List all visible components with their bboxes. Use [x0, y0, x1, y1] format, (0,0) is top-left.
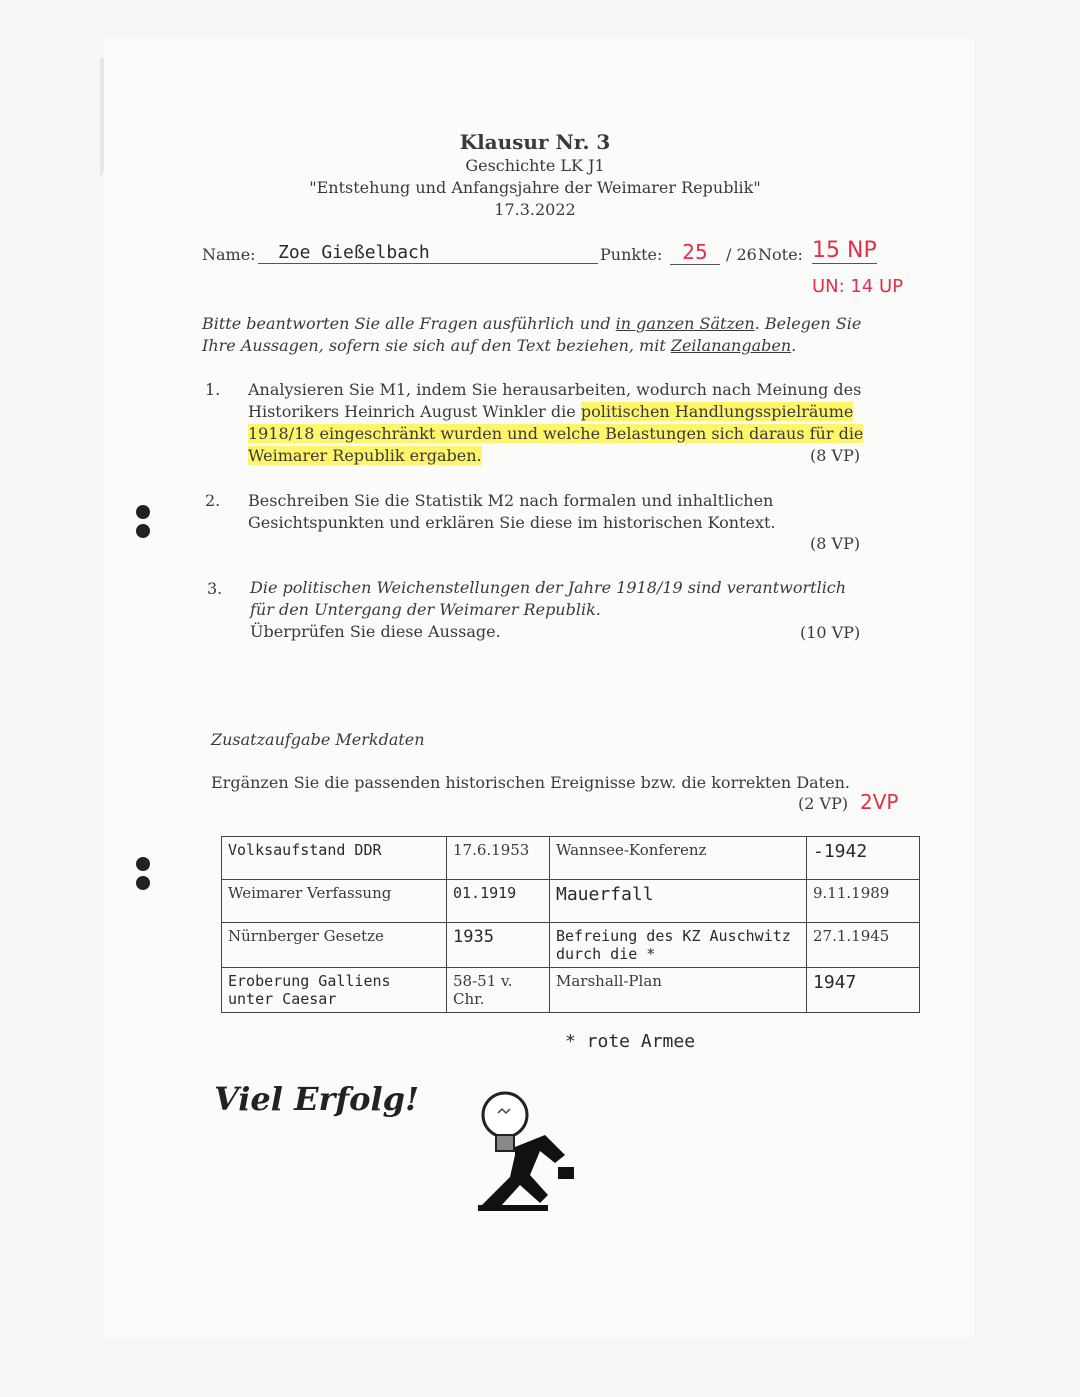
table-cell: Weimarer Verfassung: [222, 880, 447, 923]
task-line: Gesichtspunkten und erklären Sie diese im historischen Kontext.: [248, 513, 776, 532]
task-number: 2.: [205, 491, 221, 510]
grade-note: UN: 14 UP: [812, 276, 904, 297]
course-name: Geschichte LK J1: [465, 156, 605, 175]
extra-points: (2 VP): [798, 794, 849, 813]
grade-value: 15 NP: [812, 238, 877, 263]
table-cell: Wannsee-Konferenz: [550, 837, 807, 880]
task-line: Die politischen Weichenstellungen der Jahre 1918/19 sind verantwortlich: [250, 578, 847, 597]
table-cell: 01.1919: [447, 880, 550, 923]
table-row: [222, 880, 920, 923]
table-cell: Nürnberger Gesetze: [222, 923, 447, 968]
punch-hole: [136, 505, 150, 519]
extra-instruction: Ergänzen Sie die passenden historischen Ereignisse bzw. die korrekten Daten.: [211, 773, 850, 792]
punch-hole: [136, 876, 150, 890]
highlighted-text: politischen Handlungsspielräume: [580, 402, 854, 421]
highlighted-text: 1918/18 eingeschränkt wurden und welche Belastungen sich daraus für die: [248, 424, 864, 443]
table-cell: Mauerfall: [550, 880, 807, 923]
student-name: Zoe Gießelbach: [258, 242, 598, 264]
table-cell: 1935: [447, 923, 550, 968]
closing-message: Viel Erfolg!: [214, 1080, 420, 1118]
table-cell: Marshall-Plan: [550, 968, 807, 1013]
task-line: für den Untergang der Weimarer Republik.: [250, 600, 601, 619]
extra-heading: Zusatzaufgabe Merkdaten: [211, 730, 425, 749]
task-1-text: [248, 379, 868, 467]
table-cell: 1947: [807, 968, 920, 1013]
instructions-text: .: [791, 336, 797, 355]
table-cell: 9.11.1989: [807, 880, 920, 923]
exam-title: Klausur Nr. 3: [459, 130, 611, 154]
dates-table: [221, 836, 920, 1013]
table-cell: 27.1.1945: [807, 923, 920, 968]
points-value: 25: [670, 240, 720, 265]
instructions-text: . Belegen Sie: [754, 314, 862, 333]
task-line: Analysieren Sie M1, indem Sie herausarbeiten, wodurch nach Meinung des: [248, 380, 862, 399]
table-cell: Eroberung Galliens unter Caesar: [222, 968, 447, 1013]
punch-hole: [136, 857, 150, 871]
points-total: / 26: [726, 245, 757, 264]
footnote: * rote Armee: [565, 1031, 696, 1052]
highlighted-text: Weimarer Republik ergaben.: [248, 446, 482, 465]
table-row: [222, 968, 920, 1013]
points-label: Punkte:: [600, 245, 663, 264]
grade-label: Note:: [758, 245, 803, 264]
table-cell: 58-51 v. Chr.: [447, 968, 550, 1013]
task-line: Überprüfen Sie diese Aussage.: [250, 622, 501, 641]
instructions-text: Bitte beantworten Sie alle Fragen ausführlich und: [202, 314, 616, 333]
name-label: Name:: [202, 245, 256, 264]
table-row: [222, 837, 920, 880]
punch-hole: [136, 524, 150, 538]
task-text: Historikers Heinrich August Winkler die: [248, 402, 581, 421]
exam-date: 17.3.2022: [494, 200, 576, 219]
task-3-text: [250, 577, 870, 643]
task-points: (10 VP): [800, 623, 861, 642]
task-number: 1.: [205, 380, 221, 399]
table-cell: Volksaufstand DDR: [222, 837, 447, 880]
task-line: [248, 401, 868, 423]
task-points: (8 VP): [810, 446, 861, 465]
task-points: (8 VP): [810, 534, 861, 553]
table-row: [222, 923, 920, 968]
instructions-text: Ihre Aussagen, sofern sie sich auf den Text beziehen, mit: [202, 336, 671, 355]
instructions: [202, 313, 882, 357]
table-cell: 17.6.1953: [447, 837, 550, 880]
table-cell: -1942: [807, 837, 920, 880]
table-cell: Befreiung des KZ Auschwitz durch die *: [550, 923, 807, 968]
exam-topic: "Entstehung und Anfangsjahre der Weimarer Republik": [309, 178, 761, 197]
task-number: 3.: [207, 579, 223, 598]
instructions-emphasis: in ganzen Sätzen: [615, 314, 755, 333]
extra-points-awarded: 2VP: [860, 790, 899, 814]
lightbulb-figure-icon: [470, 1085, 580, 1220]
task-2-text: [248, 490, 868, 534]
instructions-emphasis: Zeilanangaben: [670, 336, 792, 355]
task-line: Beschreiben Sie die Statistik M2 nach formalen und inhaltlichen: [248, 491, 774, 510]
